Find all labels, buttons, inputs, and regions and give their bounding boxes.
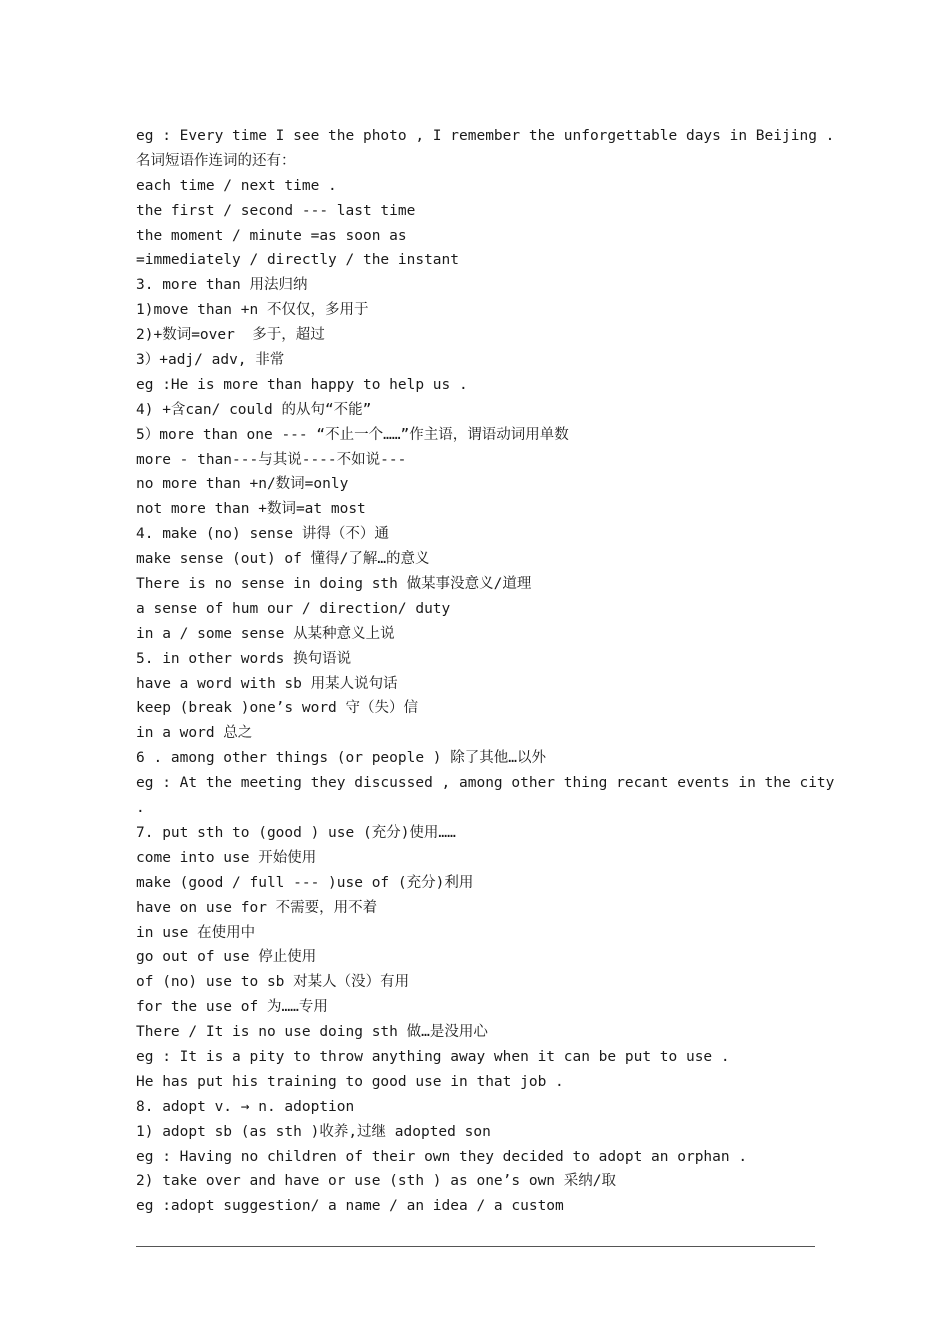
section-heading: 5. in other words 换句语说 <box>136 650 352 667</box>
text-line: have a word with sb 用某人说句话 <box>136 675 398 692</box>
text-line: 1) adopt sb (as sth )收养,过继 adopted son <box>136 1123 491 1140</box>
text-line: each time / next time . <box>136 177 337 194</box>
text-line: =immediately / directly / the instant <box>136 252 460 269</box>
section-heading: 6 . among other things (or people ) 除了其他…以外 <box>136 750 546 767</box>
text-line: the first / second --- last time <box>136 202 416 219</box>
text-line: 2) take over and have or use (sth ) as one’s own 采纳/取 <box>136 1173 616 1190</box>
section-heading: 3. more than 用法归纳 <box>136 277 308 294</box>
text-line: 5）more than one --- “不止一个……”作主语，谓语动词用单数 <box>136 426 569 443</box>
text-line: 3）+adj/ adv, 非常 <box>136 352 285 369</box>
text-line: eg :He is more than happy to help us . <box>136 376 468 393</box>
text-line: There is no sense in doing sth 做某事没意义/道理 <box>136 576 532 593</box>
text-line: a sense of hum our / direction/ duty <box>136 600 451 617</box>
section-heading: 7. put sth to (good ) use (充分)使用…… <box>136 824 456 841</box>
text-line: 4) +含can/ could 的从句“不能” <box>136 401 372 418</box>
document-body <box>136 124 835 1219</box>
text-line: eg : Every time I see the photo , I remember the unforgettable days in Beijing . <box>136 128 835 144</box>
text-line: . <box>136 800 145 817</box>
text-line: There / It is no use doing sth 做…是没用心 <box>136 1024 488 1041</box>
section-heading: 8. adopt v. → n. adoption <box>136 1098 355 1115</box>
section-heading: 4. make (no) sense 讲得（不）通 <box>136 526 389 543</box>
text-line: 2)+数词=over 多于，超过 <box>136 327 325 344</box>
text-line: for the use of 为……专用 <box>136 999 328 1016</box>
text-line: eg : At the meeting they discussed , among other thing recant events in the city <box>136 775 835 792</box>
text-line: no more than +n/数词=only <box>136 476 349 493</box>
text-line: come into use 开始使用 <box>136 849 317 866</box>
text-line: 名词短语作连词的还有： <box>136 152 296 169</box>
text-line: more - than---与其说----不如说--- <box>136 451 407 468</box>
text-line: keep (break )one’s word 守（失）信 <box>136 700 419 717</box>
text-line: in a / some sense 从某种意义上说 <box>136 625 395 642</box>
text-line: of (no) use to sb 对某人（没）有用 <box>136 974 410 991</box>
text-line: eg :adopt suggestion/ a name / an idea / a custom <box>136 1198 564 1215</box>
text-line: go out of use 停止使用 <box>136 949 317 966</box>
text-line: make (good / full --- )use of (充分)利用 <box>136 874 474 891</box>
footer-divider <box>136 1246 815 1247</box>
text-line: have on use for 不需要，用不着 <box>136 899 378 916</box>
text-line: 1)move than +n 不仅仅，多用于 <box>136 302 369 319</box>
text-line: not more than +数词=at most <box>136 501 366 518</box>
text-line: eg : Having no children of their own they decided to adopt an orphan . <box>136 1148 748 1165</box>
text-line: eg : It is a pity to throw anything away when it can be put to use . <box>136 1048 730 1065</box>
text-line: in a word 总之 <box>136 725 253 742</box>
text-line: make sense (out) of 懂得/了解…的意义 <box>136 551 430 568</box>
text-line: He has put his training to good use in that job . <box>136 1073 564 1090</box>
text-line: the moment / minute =as soon as <box>136 227 407 244</box>
text-line: in use 在使用中 <box>136 924 256 941</box>
